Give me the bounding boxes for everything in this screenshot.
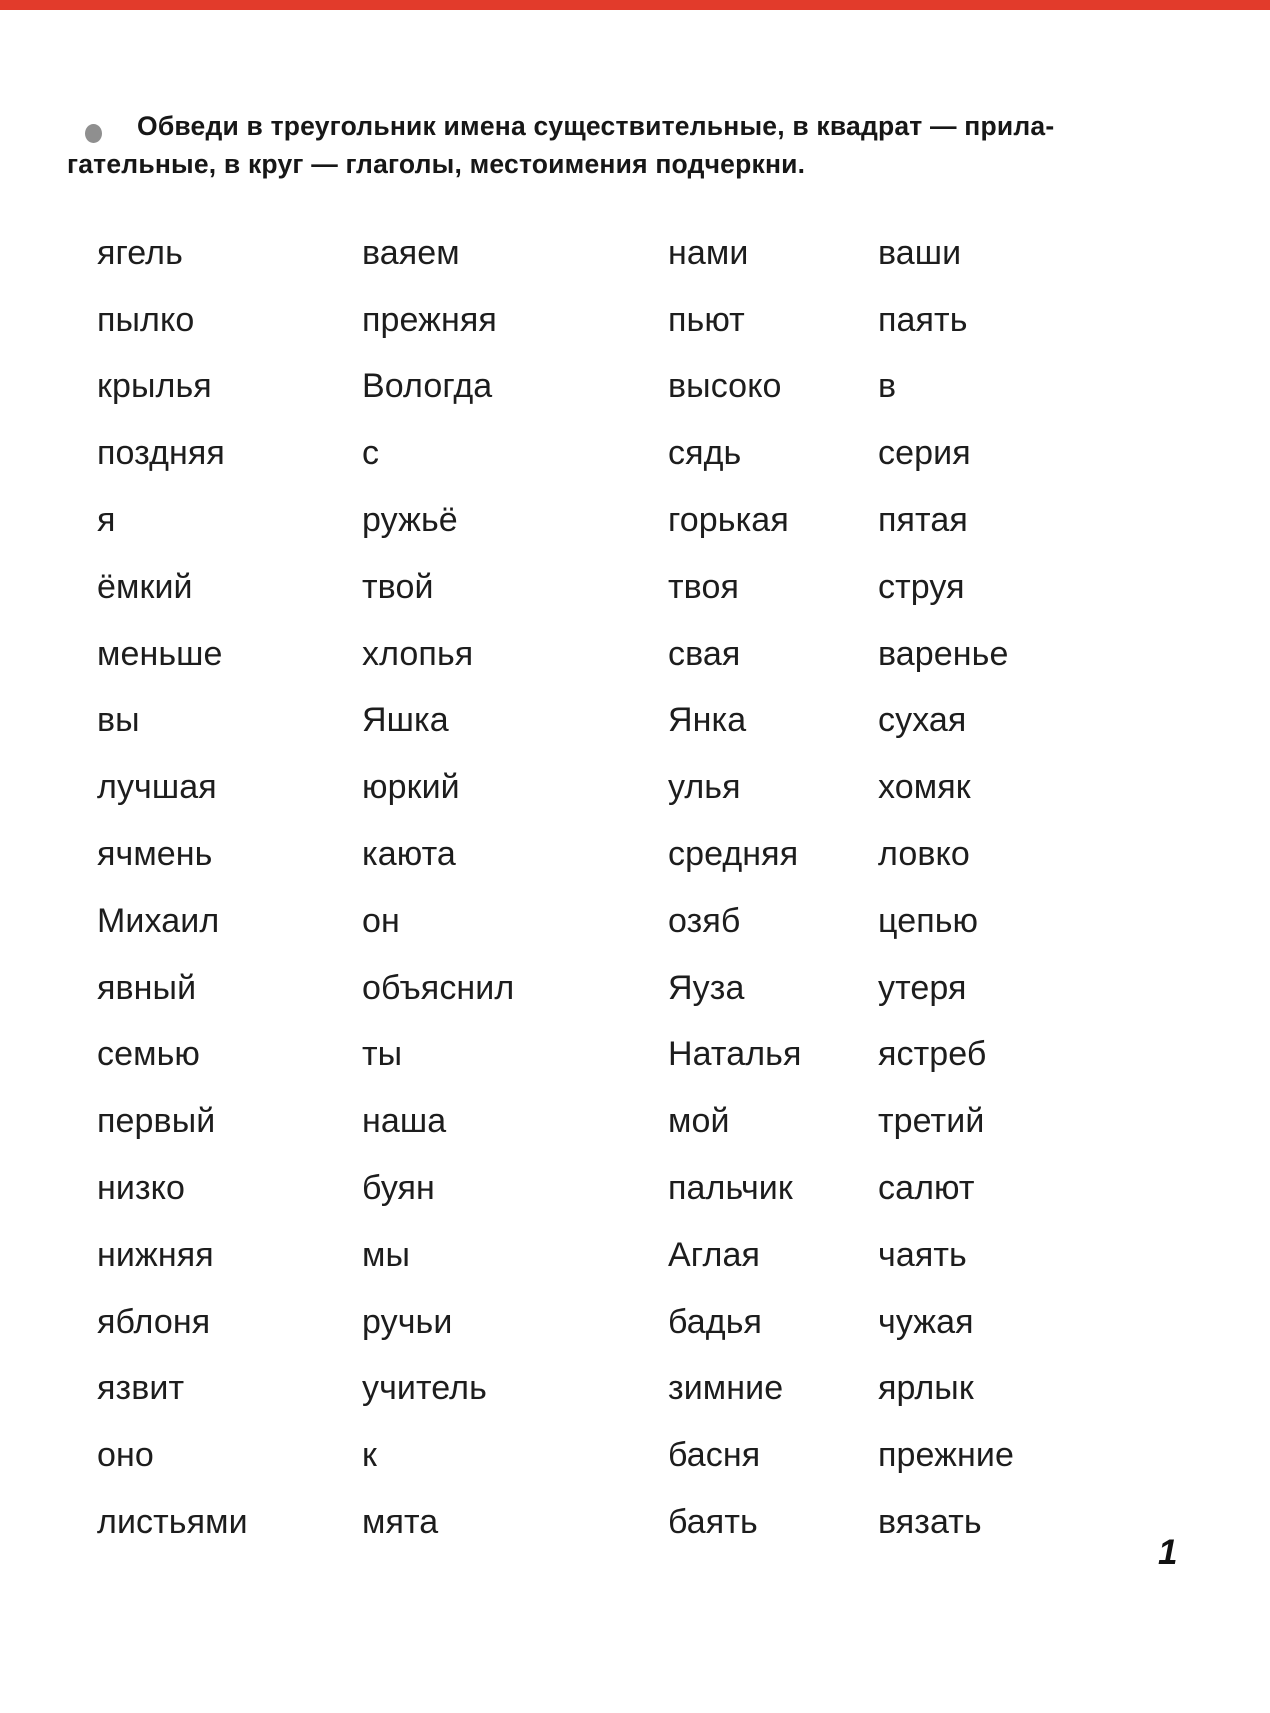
word-item: Аглая [668, 1235, 760, 1274]
word-item: ваши [878, 233, 962, 272]
word-item: нами [668, 233, 749, 272]
word-item: чужая [878, 1302, 974, 1341]
word-item: мята [362, 1503, 439, 1542]
word-item: наша [362, 1102, 447, 1141]
word-item: Наталья [668, 1035, 802, 1074]
word-item: к [362, 1436, 377, 1475]
word-item: оно [97, 1436, 154, 1475]
word-item: листьями [97, 1503, 248, 1542]
word-item: Михаил [97, 901, 220, 940]
word-item: первый [97, 1102, 216, 1141]
word-item: улья [668, 768, 741, 807]
word-item: зимние [668, 1369, 784, 1408]
word-column [362, 220, 514, 1556]
word-item: язвит [97, 1369, 185, 1408]
word-item: варенье [878, 634, 1009, 673]
instruction-line-1: Обведи в треугольник имена существительные, в квадрат — прила- [137, 111, 1055, 141]
word-item: ты [362, 1035, 403, 1074]
word-item: басня [668, 1436, 761, 1475]
word-item: горькая [668, 501, 789, 540]
word-item: объяснил [362, 968, 515, 1007]
word-item: высоко [668, 367, 782, 406]
word-item: салют [878, 1169, 975, 1208]
word-item: свая [668, 634, 741, 673]
word-item: ячмень [97, 835, 213, 874]
word-item: семью [97, 1035, 200, 1074]
word-item: Янка [668, 701, 747, 740]
word-item: прежние [878, 1436, 1014, 1475]
word-item: сухая [878, 701, 967, 740]
word-item: ягель [97, 233, 183, 272]
word-item: серия [878, 434, 971, 473]
word-item: вязать [878, 1503, 982, 1542]
word-item: озяб [668, 901, 741, 940]
word-item: бадья [668, 1302, 763, 1341]
word-item: сядь [668, 434, 742, 473]
word-item: баять [668, 1503, 758, 1542]
word-item: мой [668, 1102, 730, 1141]
word-item: ружьё [362, 501, 458, 540]
task-instruction [67, 107, 1087, 183]
word-item: мы [362, 1235, 411, 1274]
word-item: ловко [878, 835, 970, 874]
word-item: каюта [362, 835, 456, 874]
word-item: юркий [362, 768, 460, 807]
word-item: ястреб [878, 1035, 987, 1074]
word-item: лучшая [97, 768, 217, 807]
word-item: вы [97, 701, 140, 740]
word-item: учитель [362, 1369, 487, 1408]
word-item: пальчик [668, 1169, 793, 1208]
word-item: хомяк [878, 768, 971, 807]
word-item: низко [97, 1169, 186, 1208]
word-item: он [362, 901, 400, 940]
word-item: паять [878, 300, 968, 339]
word-item: крылья [97, 367, 212, 406]
page-top-accent-bar [0, 0, 1270, 10]
word-item: пылко [97, 300, 195, 339]
word-item: с [362, 434, 380, 473]
word-item: Вологда [362, 367, 493, 406]
word-item: пятая [878, 501, 968, 540]
word-item: ёмкий [97, 567, 193, 606]
word-column [668, 220, 801, 1556]
word-item: прежняя [362, 300, 497, 339]
word-item: поздняя [97, 434, 225, 473]
word-item: Яуза [668, 968, 745, 1007]
word-item: Яшка [362, 701, 449, 740]
word-item: ручьи [362, 1302, 453, 1341]
word-item: я [97, 501, 116, 540]
word-column [878, 220, 1014, 1556]
word-item: меньше [97, 634, 223, 673]
word-item: яблоня [97, 1302, 211, 1341]
word-item: струя [878, 567, 965, 606]
word-item: твоя [668, 567, 739, 606]
instruction-line-2: гательные, в круг — глаголы, местоимения подчеркни. [67, 149, 806, 179]
word-item: цепью [878, 901, 979, 940]
word-item: нижняя [97, 1235, 214, 1274]
word-column [97, 220, 248, 1556]
word-item: третий [878, 1102, 985, 1141]
word-item: хлопья [362, 634, 474, 673]
word-item: твой [362, 567, 434, 606]
word-item: явный [97, 968, 197, 1007]
word-item: в [878, 367, 897, 406]
word-item: чаять [878, 1235, 967, 1274]
word-item: средняя [668, 835, 799, 874]
word-item: ярлык [878, 1369, 974, 1408]
page-number: 1 [1158, 1533, 1178, 1572]
word-item: ваяем [362, 233, 460, 272]
word-item: пьют [668, 300, 745, 339]
word-item: утеря [878, 968, 967, 1007]
word-item: буян [362, 1169, 435, 1208]
